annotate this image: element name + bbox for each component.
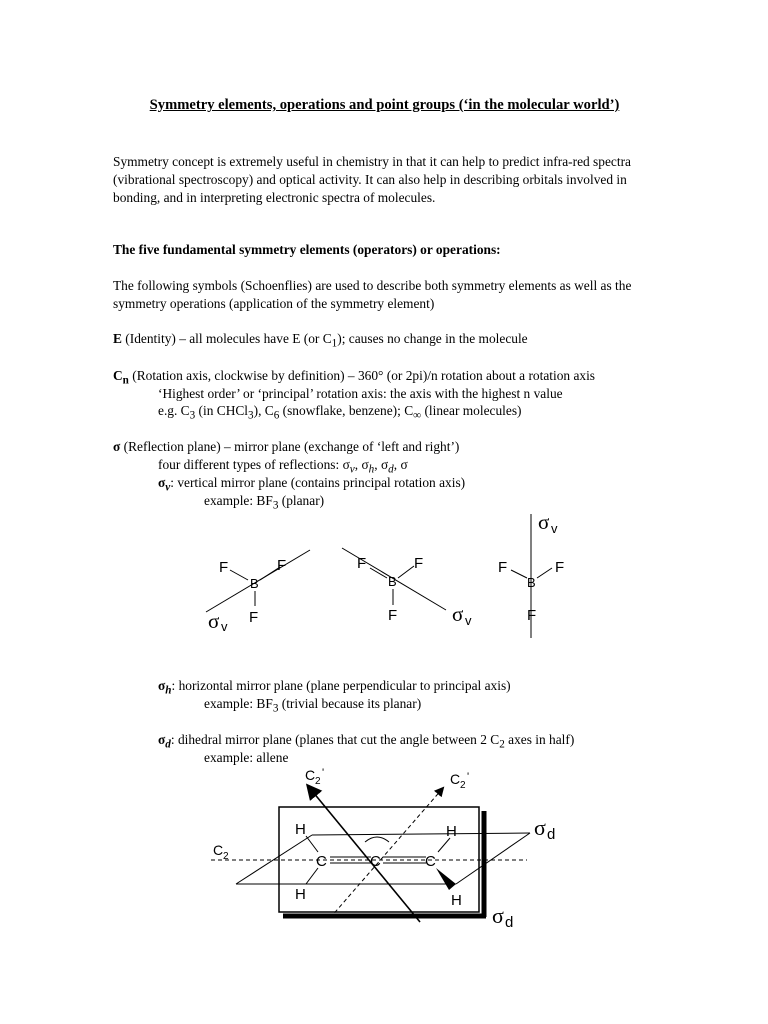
c2-prime-label: C [450, 771, 461, 787]
atom-f: F [498, 559, 508, 576]
sigma-h-example-a: example: BF [204, 696, 273, 711]
horizontal-plane-edge [236, 835, 312, 884]
sigma-v-sub: v [165, 481, 171, 494]
atom-f: F [357, 555, 367, 572]
type-sigma-v: σ [342, 457, 350, 472]
sigma-d-subscript: d [505, 914, 514, 931]
dihedral-plane-box [279, 807, 479, 912]
identity-text-a: (Identity) – all molecules have E (or C [121, 331, 332, 346]
sigma-d-subscript: d [547, 826, 556, 843]
rotation-ex-text3: (snowflake, benzene); C [279, 403, 414, 418]
sigma-d-label: σ [492, 903, 504, 928]
atom-f: F [388, 607, 398, 624]
atom-f: F [414, 555, 424, 572]
c2-prime-sub: 2 [315, 776, 321, 787]
rotation-ex-sub2: 3 [248, 409, 254, 422]
c2-prime-axis-solid [308, 786, 420, 922]
sigma-subscript: v [221, 619, 228, 634]
rotation-text-1: (Rotation axis, clockwise by definition) – 360° (or 2pi)/n rotation about a rotation axis [128, 368, 596, 383]
sigma-label: σ [538, 510, 550, 534]
wedge-bond [436, 868, 456, 890]
sigma-d-text-a: : dihedral mirror plane (planes that cut the angle between 2 C [170, 732, 500, 747]
atom-c: C [370, 853, 381, 870]
type-sub-d: d [388, 463, 394, 476]
sigma-d-example: example: allene [204, 750, 289, 765]
rotation-ex-text2: ), C [253, 403, 274, 418]
schoenflies-note: The following symbols (Schoenflies) are used to describe both symmetry elements as well as the symmetry operations (application of the symmetry element) [113, 278, 632, 311]
atom-f: F [219, 559, 229, 576]
atom-f: F [555, 559, 565, 576]
atom-h: H [451, 892, 462, 909]
bond [306, 836, 318, 852]
sigma-v-symbol: σ [158, 475, 166, 490]
identity-sub: 1 [331, 337, 338, 350]
prime-mark: ' [322, 767, 325, 779]
sigma-d-text-b: axes in half) [504, 732, 575, 747]
atom-h: H [295, 821, 306, 838]
atom-h: H [446, 823, 457, 840]
intro-paragraph: Symmetry concept is extremely useful in chemistry in that it can help to predict infra-red spectra (vibrational spectroscopy) and optical activity. It can also help in describing orbitals involved in bonding, and in interpreting electronic spectra of molecules. [113, 154, 631, 205]
rotation-ex-prefix: e.g. C [158, 403, 190, 418]
rotation-ex-sub4: ∞ [413, 409, 422, 422]
bond [370, 568, 387, 578]
c2-prime-sub: 2 [460, 780, 466, 791]
reflection-types-prefix: four different types of reflections: [158, 457, 343, 472]
section-heading: The five fundamental symmetry elements (operators) or operations: [113, 242, 501, 257]
type-sigma-h: σ [361, 457, 369, 472]
horizontal-plane-edge [312, 833, 530, 835]
sigma-label: σ [208, 609, 220, 633]
prime-mark: ' [467, 771, 470, 783]
sigma-v-text: : vertical mirror plane (contains principal rotation axis) [170, 475, 466, 490]
sigma-v-example [204, 492, 324, 515]
sigma-h-symbol: σ [158, 678, 166, 693]
sigma-d-label: σ [534, 815, 546, 840]
bond [398, 566, 414, 578]
atom-f: F [527, 607, 537, 624]
identity-line [113, 330, 528, 353]
rotation-example [158, 402, 522, 425]
type-sigma-d: σ [380, 457, 389, 472]
atom-c: C [316, 853, 327, 870]
rotation-ex-text1: (in CHCl [195, 403, 249, 418]
bond [230, 570, 248, 580]
type-sigma: σ [400, 457, 408, 472]
c2-label: C [213, 842, 224, 858]
horizontal-plane-edge [456, 833, 530, 884]
reflection-symbol: σ [113, 439, 121, 454]
identity-symbol: E [113, 331, 122, 346]
rotation-symbol: C [113, 368, 123, 383]
bond [260, 567, 280, 580]
reflection-text-1: (Reflection plane) – mirror plane (exchange of ‘left and right’) [120, 439, 460, 454]
reflection-line-1 [113, 438, 459, 456]
sigma-d-symbol: σ [158, 732, 166, 747]
atom-b: B [388, 574, 397, 589]
sigma-d-text-sub: 2 [499, 738, 505, 751]
type-sub-h: h [368, 463, 375, 476]
sigma-h-example-sub: 3 [272, 702, 279, 715]
rotation-ex-sub1: 3 [189, 409, 196, 422]
bond [306, 868, 318, 884]
sigma-label: σ [452, 602, 464, 626]
atom-f: F [277, 557, 287, 574]
sigma-subscript: v [551, 521, 558, 536]
page-title: Symmetry elements, operations and point groups (‘in the molecular world’) [149, 97, 620, 113]
identity-text-b: ); causes no change in the molecule [337, 331, 528, 346]
rotation-ex-sub3: 6 [273, 409, 280, 422]
c2-prime-label: C [305, 767, 316, 783]
sigma-h-sub: h [165, 684, 172, 697]
atom-f: F [249, 609, 259, 626]
sigma-v-example-sub: 3 [272, 499, 279, 512]
sigma-d-sub: d [165, 738, 171, 751]
c2-label-sub: 2 [223, 851, 229, 862]
sigma-subscript: v [465, 613, 472, 628]
reflection-types-line: four different types of reflections: $\sigma_v$, $\sigma_h$, $\sigma_d$, σ [158, 457, 408, 476]
sigma-h-example-b: (trivial because its planar) [278, 696, 422, 711]
rotation-ex-text4: (linear molecules) [421, 403, 522, 418]
sigma-h-text: : horizontal mirror plane (plane perpendicular to principal axis) [171, 678, 511, 693]
angle-arc [365, 837, 389, 842]
sigma-v-example-b: (planar) [278, 493, 325, 508]
bond [511, 570, 527, 578]
type-sub-v: v [349, 463, 355, 476]
bond [438, 838, 450, 852]
rotation-symbol-sub: n [122, 374, 129, 387]
atom-b: B [250, 576, 259, 591]
mirror-plane-line [206, 550, 310, 612]
atom-b: B [527, 575, 536, 590]
rotation-line-2: ‘Highest order’ or ‘principal’ rotation axis: the axis with the highest n value [158, 386, 563, 401]
mirror-plane-line [342, 548, 446, 610]
sigma-h-example [204, 695, 421, 718]
sigma-v-example-a: example: BF [204, 493, 273, 508]
bond [537, 568, 552, 578]
atom-h: H [295, 886, 306, 903]
c2-prime-axis-dashed [330, 788, 443, 918]
atom-c: C [425, 853, 436, 870]
